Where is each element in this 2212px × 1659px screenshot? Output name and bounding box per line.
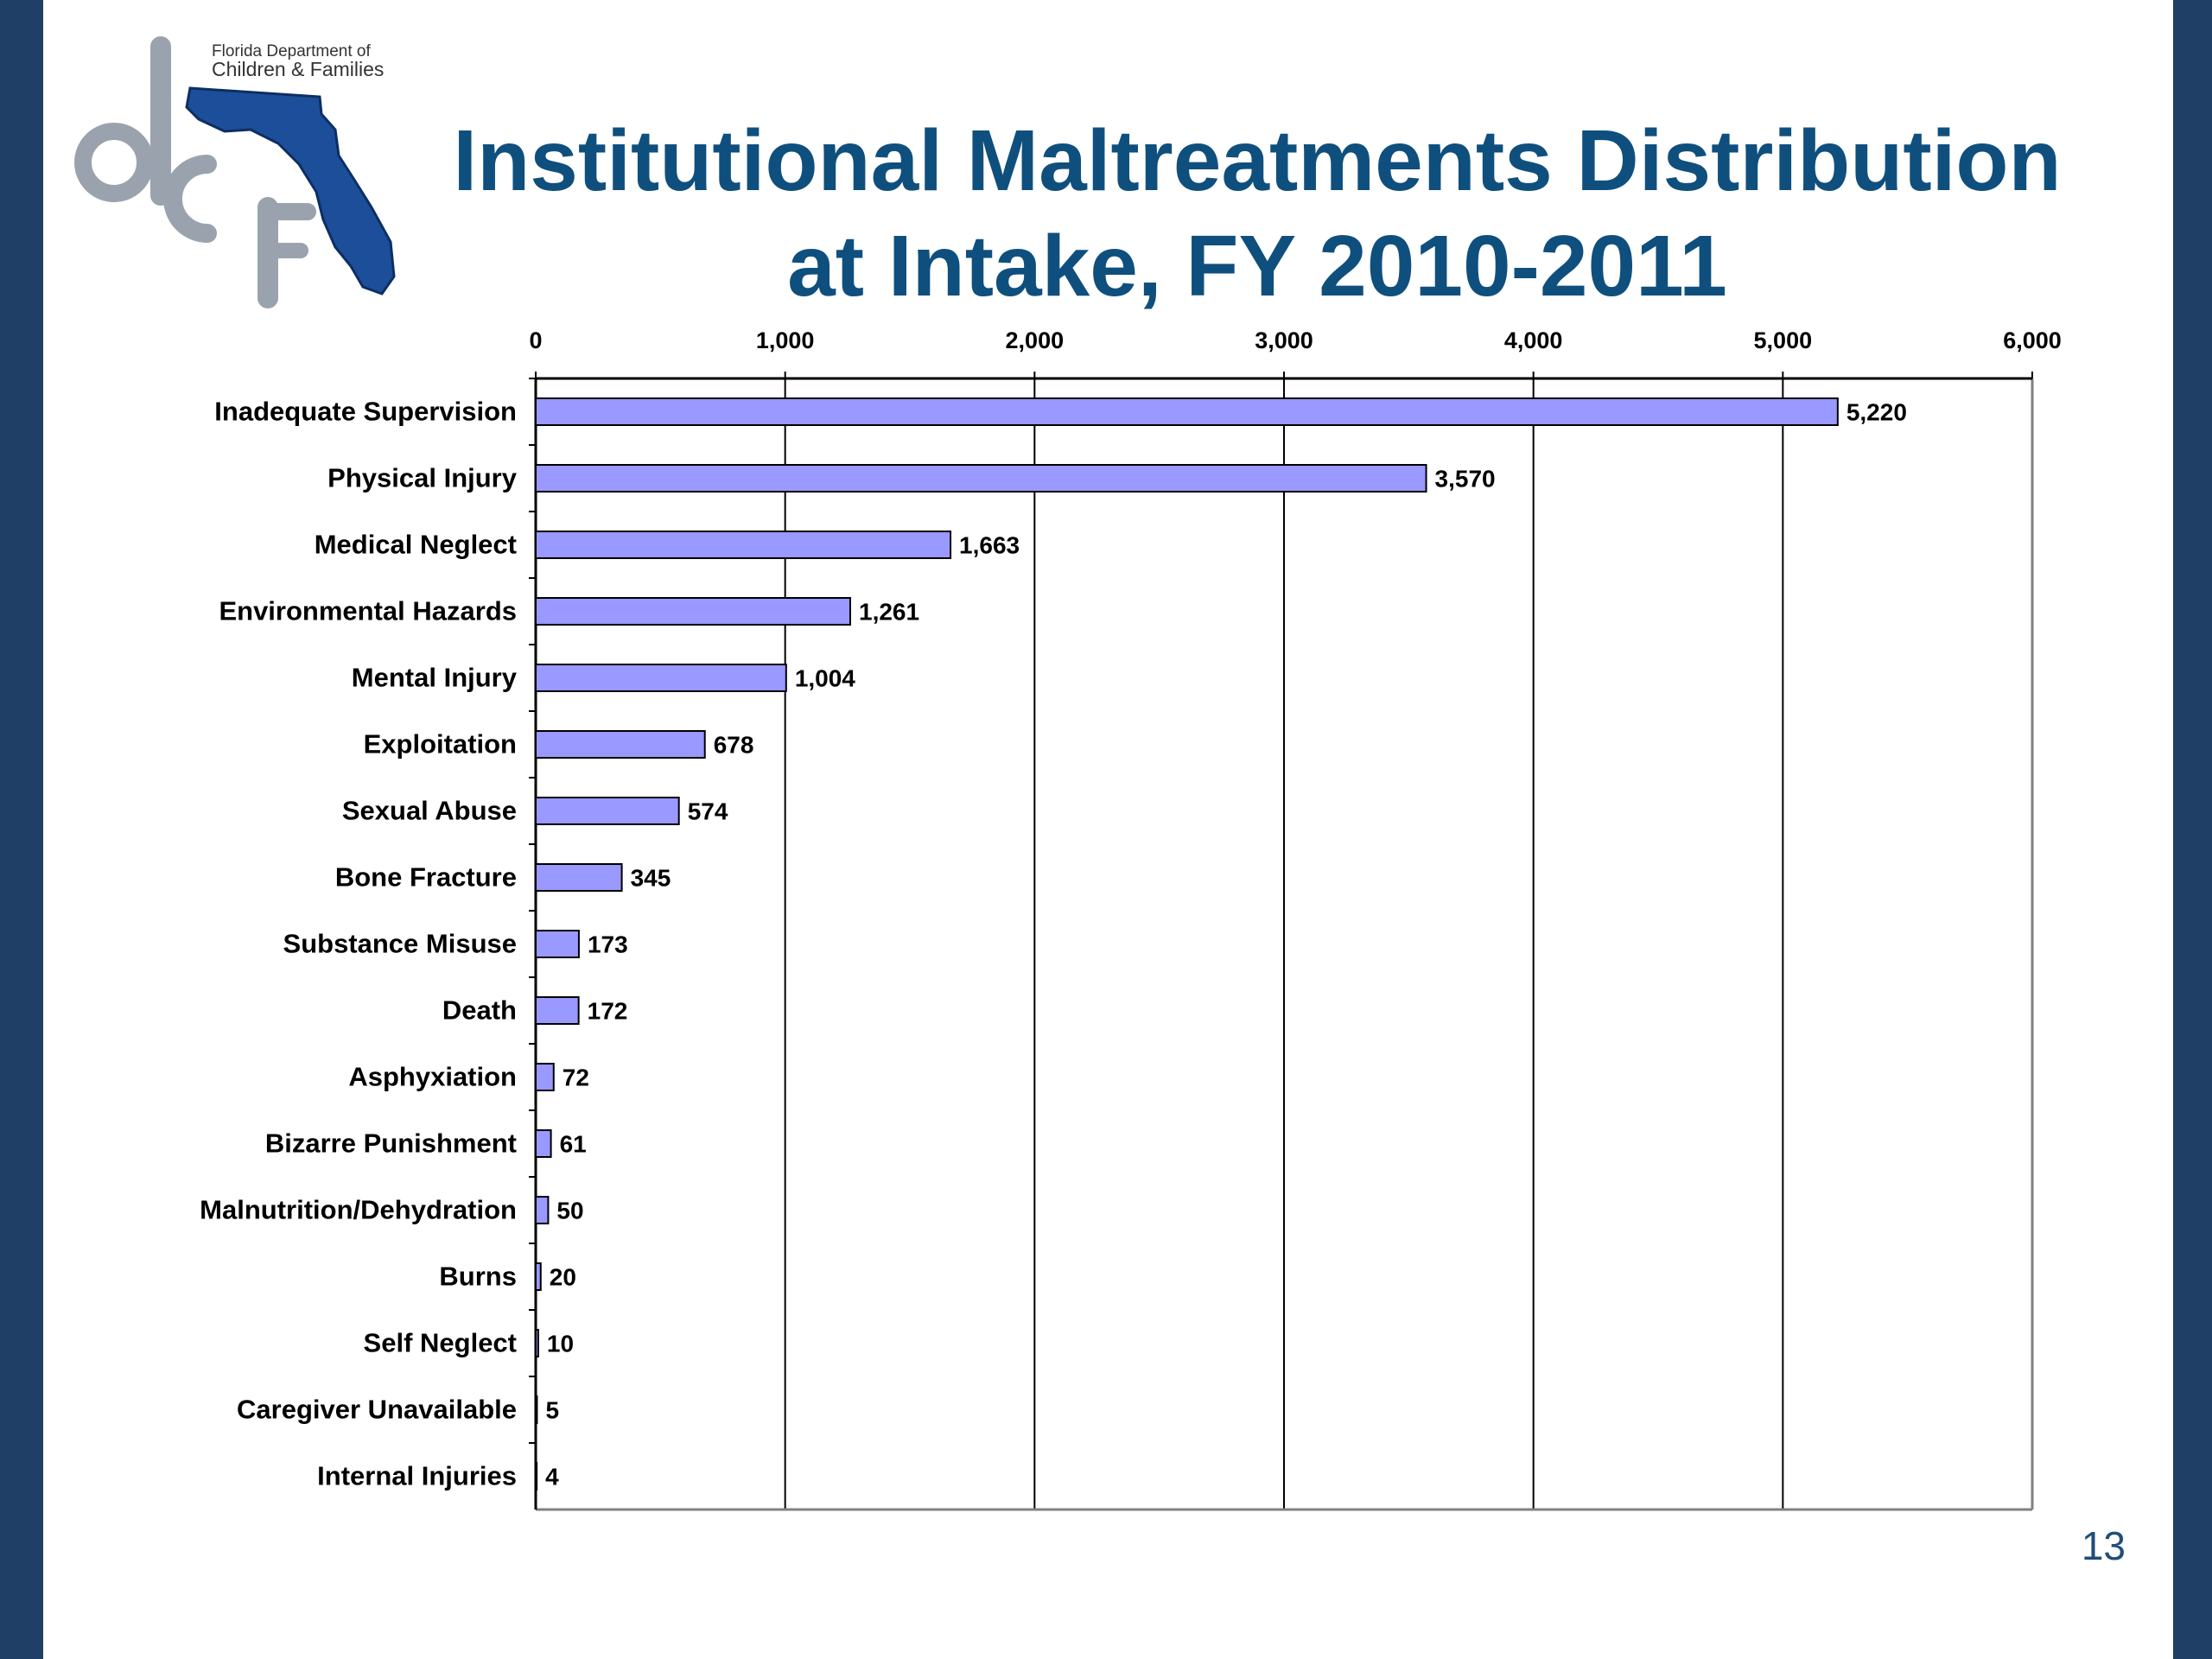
category-label: Asphyxiation <box>348 1061 517 1092</box>
value-label: 1,004 <box>794 664 855 692</box>
title-line-2: at Intake, FY 2010-2011 <box>787 218 1727 315</box>
slide <box>43 0 2173 1659</box>
value-label: 61 <box>559 1130 587 1158</box>
bar <box>536 864 622 891</box>
category-label: Bone Fracture <box>334 861 517 893</box>
category-label: Bizarre Punishment <box>264 1128 517 1159</box>
value-label: 50 <box>556 1197 584 1224</box>
bar <box>536 1330 538 1357</box>
category-label: Self Neglect <box>363 1327 517 1358</box>
value-label: 173 <box>587 931 628 958</box>
value-label: 1,663 <box>959 531 1020 559</box>
category-label: Physical Injury <box>327 462 517 493</box>
value-label: 574 <box>687 798 728 825</box>
category-label: Mental Injury <box>351 662 517 693</box>
value-label: 1,261 <box>859 598 920 626</box>
value-label: 10 <box>546 1330 575 1357</box>
value-label: 5 <box>545 1396 560 1424</box>
category-label: Inadequate Supervision <box>214 396 517 427</box>
value-label: 4 <box>545 1463 559 1491</box>
value-label: 678 <box>713 731 754 759</box>
category-label: Sexual Abuse <box>341 795 517 826</box>
x-tick-label: 5,000 <box>1753 327 1813 353</box>
x-tick-label: 2,000 <box>1005 327 1065 353</box>
category-label: Medical Neglect <box>314 529 517 560</box>
category-label: Malnutrition/Dehydration <box>200 1194 517 1225</box>
bar <box>536 1197 548 1224</box>
x-tick-label: 3,000 <box>1255 327 1313 353</box>
bar <box>536 997 579 1024</box>
bar <box>536 1263 541 1290</box>
logo-org-line1: Florida Department of <box>212 42 371 60</box>
logo-org-line2: Children & Families <box>212 58 385 80</box>
bar <box>536 731 705 758</box>
category-label: Caregiver Unavailable <box>237 1394 517 1425</box>
title-line-1: Institutional Maltreatments Distribution <box>453 112 2062 209</box>
category-label: Environmental Hazards <box>219 595 517 626</box>
bar-chart <box>43 0 2173 1659</box>
value-label: 72 <box>562 1064 589 1091</box>
bar <box>536 931 579 957</box>
value-label: 20 <box>549 1263 576 1291</box>
category-label: Exploitation <box>363 728 517 760</box>
category-label: Substance Misuse <box>283 928 517 959</box>
category-label: Death <box>442 995 517 1026</box>
bar <box>536 1463 537 1490</box>
bar <box>536 798 679 824</box>
bar <box>536 531 950 558</box>
value-label: 172 <box>587 997 628 1025</box>
bar <box>536 1064 554 1090</box>
x-tick-label: 0 <box>529 327 543 353</box>
x-tick-label: 6,000 <box>2003 327 2062 353</box>
x-tick-label: 1,000 <box>755 327 815 353</box>
bar <box>536 664 786 691</box>
bar <box>536 1130 551 1157</box>
page-number: 13 <box>2081 1523 2126 1568</box>
value-label: 3,570 <box>1434 465 1496 493</box>
bar <box>536 465 1427 492</box>
value-label: 5,220 <box>1846 398 1907 426</box>
bar <box>536 398 1838 425</box>
x-tick-label: 4,000 <box>1503 327 1563 353</box>
bar <box>536 1396 537 1423</box>
category-label: Burns <box>439 1261 517 1292</box>
category-label: Internal Injuries <box>317 1460 517 1491</box>
value-label: 345 <box>630 864 671 892</box>
bar <box>536 598 850 625</box>
